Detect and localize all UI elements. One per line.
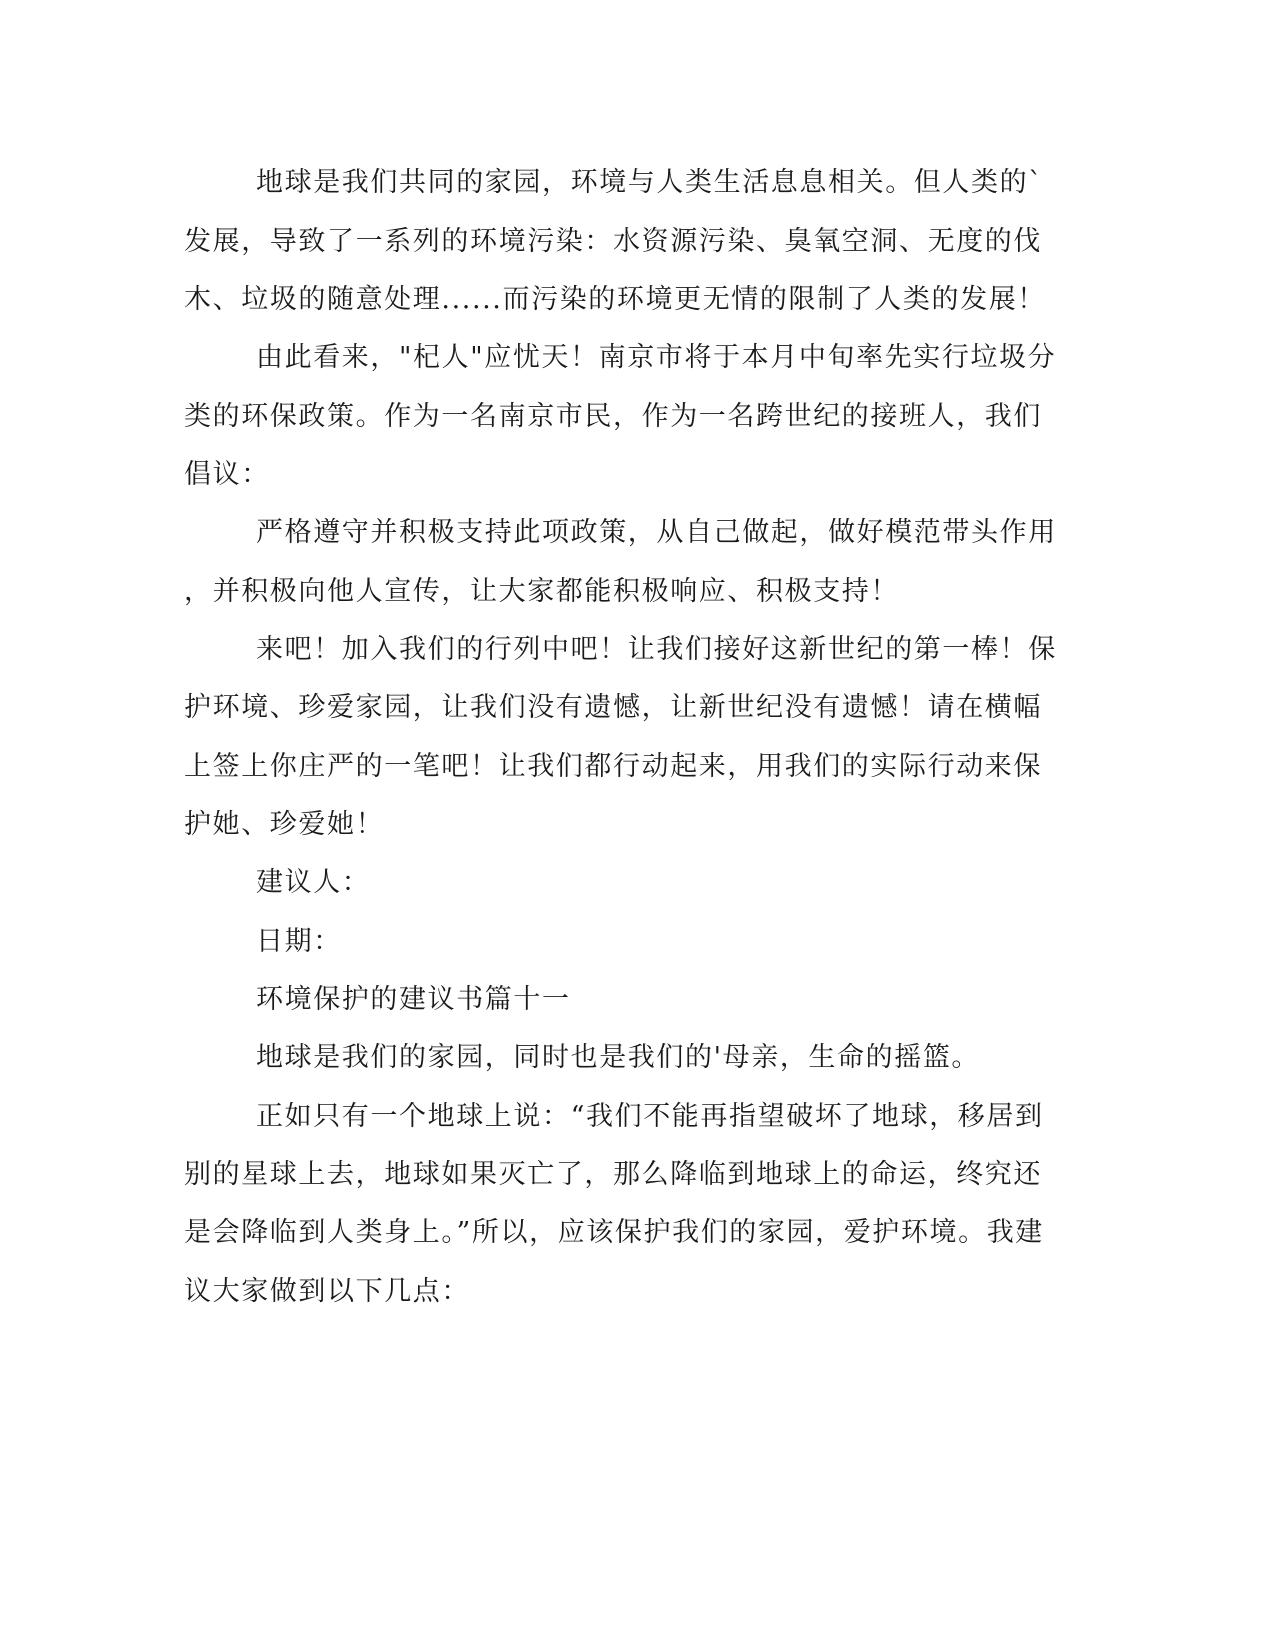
text-line: ，并积极向他人宣传，让大家都能积极响应、积极支持！ — [184, 576, 899, 607]
text-line: 议大家做到以下几点： — [184, 1276, 470, 1307]
text-line: 别的星球上去，地球如果灭亡了，那么降临到地球上的命运，终究还 — [184, 1159, 1042, 1190]
text-line: 护环境、珍爱家园，让我们没有遗憾，让新世纪没有遗憾！请在横幅 — [184, 692, 1042, 723]
text-line: 来吧！加入我们的行列中吧！让我们接好这新世纪的第一棒！保 — [256, 634, 1057, 665]
text-line: 由此看来，"杞人"应忧天！南京市将于本月中旬率先实行垃圾分 — [256, 342, 1057, 373]
section-title: 环境保护的建议书篇十一 — [256, 984, 571, 1015]
text-line: 严格遵守并积极支持此项政策，从自己做起，做好模范带头作用 — [256, 517, 1057, 548]
signer-label: 建议人： — [256, 867, 371, 898]
text-line: 发展，导致了一系列的环境污染：水资源污染、臭氧空洞、无度的伐 — [184, 226, 1042, 257]
text-line: 地球是我们共同的家园，环境与人类生活息息相关。但人类的` — [256, 167, 1044, 198]
text-line: 木、垃圾的随意处理......而污染的环境更无情的限制了人类的发展！ — [184, 284, 1046, 315]
date-label: 日期： — [256, 926, 342, 957]
text-line: 类的环保政策。作为一名南京市民，作为一名跨世纪的接班人，我们 — [184, 401, 1042, 432]
text-line: 倡议： — [184, 459, 270, 490]
text-line: 护她、珍爱她！ — [184, 809, 385, 840]
text-line: 上签上你庄严的一笔吧！让我们都行动起来，用我们的实际行动来保 — [184, 751, 1042, 782]
text-line: 是会降临到人类身上。”所以，应该保护我们的家园，爱护环境。我建 — [184, 1217, 1044, 1248]
text-line: 正如只有一个地球上说：“我们不能再指望破坏了地球，移居到 — [256, 1101, 1044, 1132]
text-line: 地球是我们的家园，同时也是我们的'母亲，生命的摇篮。 — [256, 1042, 981, 1073]
